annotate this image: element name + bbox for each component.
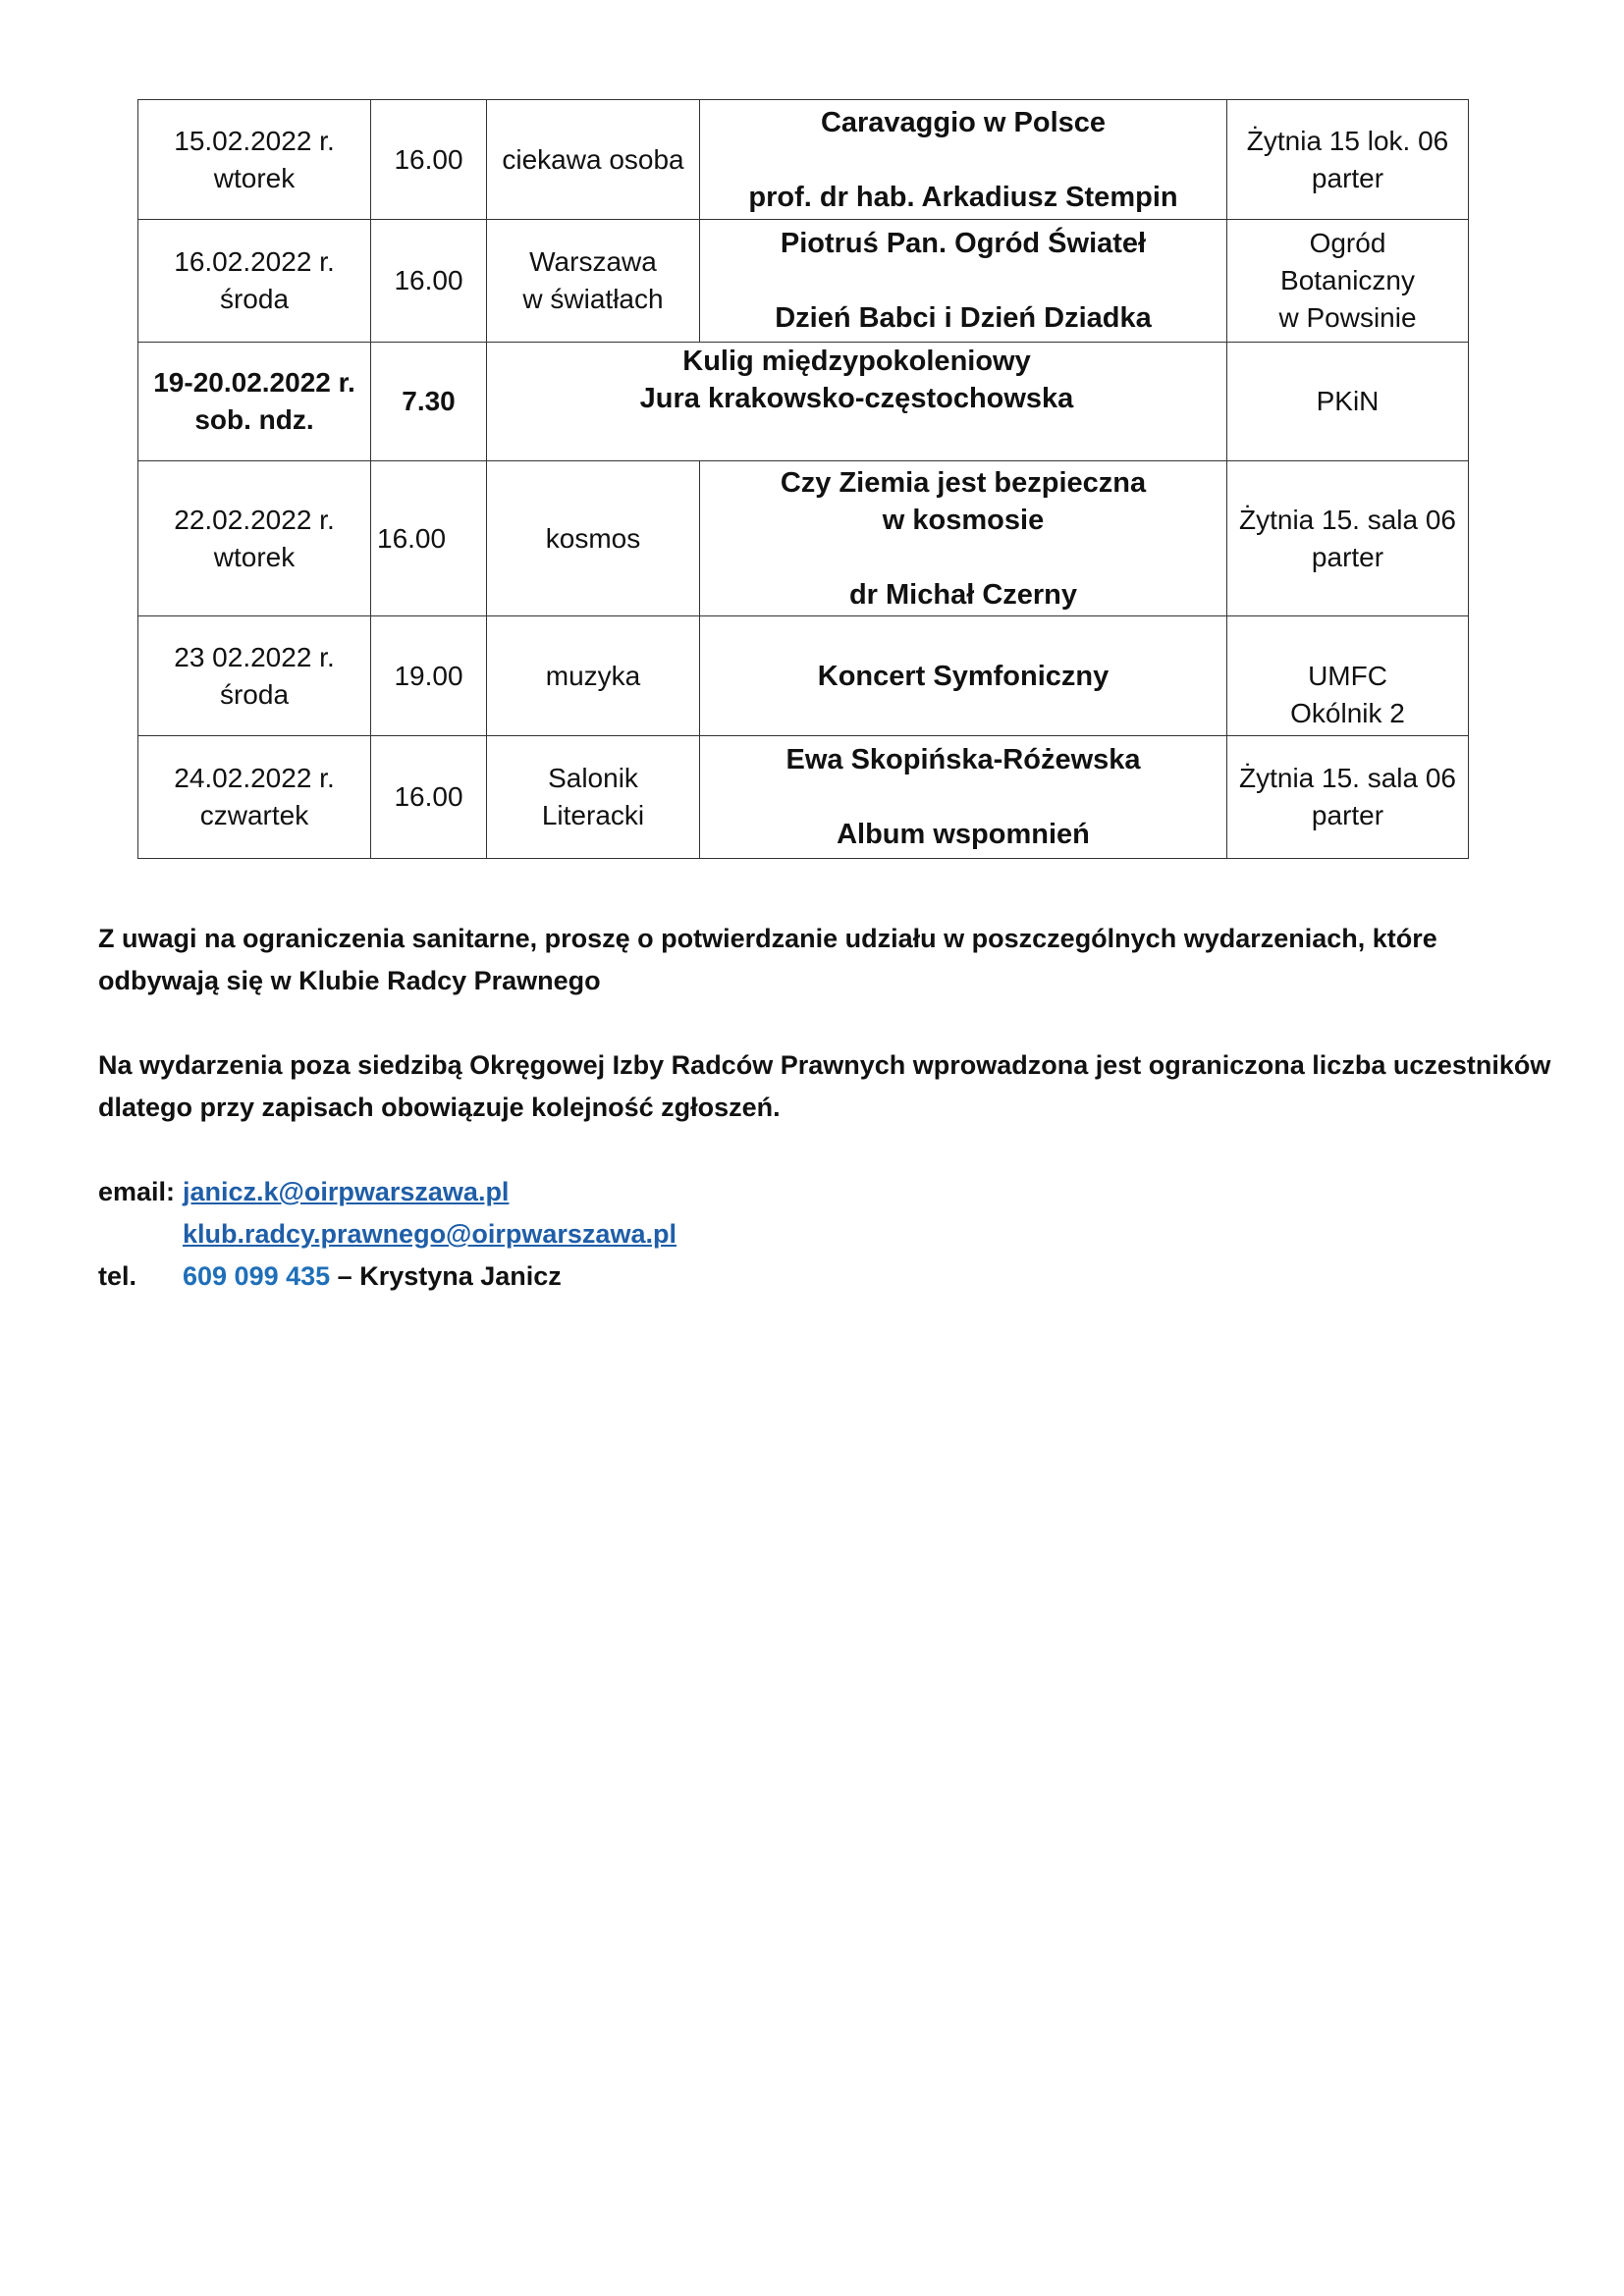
note-line: Na wydarzenia poza siedzibą Okręgowej Izby Radców Prawnych wprowadzona jest ograniczona liczba uczestników: [98, 1050, 1551, 1080]
event-title: Czy Ziemia jest bezpieczna: [780, 466, 1147, 499]
email-row: [98, 1171, 1551, 1213]
event-subtitle: dr Michał Czerny: [848, 578, 1078, 611]
category-cell: kosmos: [487, 461, 700, 616]
place-line: UMFC: [1308, 660, 1387, 691]
place-cell: [1227, 616, 1469, 736]
date-cell: [138, 100, 371, 220]
category-cell: muzyka: [487, 616, 700, 736]
place-line: parter: [1311, 162, 1384, 193]
event-date: 22.02.2022 r.: [174, 504, 335, 535]
tel-label: tel.: [98, 1261, 137, 1291]
place-cell: [1227, 736, 1469, 859]
table-row: [138, 100, 1469, 220]
event-subtitle: Dzień Babci i Dzień Dziadka: [775, 302, 1152, 334]
date-cell: [138, 343, 371, 461]
category-line: Warszawa: [529, 246, 657, 277]
email-label: email:: [98, 1177, 176, 1206]
email-link-janicz[interactable]: janicz.k@oirpwarszawa.pl: [183, 1177, 510, 1206]
table-row: [138, 220, 1469, 343]
place-line: w Powsinie: [1278, 302, 1417, 333]
place-line: Ogród: [1309, 228, 1386, 258]
event-date: 23 02.2022 r.: [174, 641, 335, 672]
event-day: sob. ndz.: [194, 404, 314, 435]
event-day: środa: [219, 678, 290, 710]
phone-row: [98, 1255, 1551, 1298]
place-line: Żytnia 15. sala 06: [1238, 504, 1457, 535]
place-line: Żytnia 15. sala 06: [1238, 763, 1457, 793]
time-cell: 16.00: [371, 100, 487, 220]
event-day: środa: [219, 284, 290, 314]
note-line: Z uwagi na ograniczenia sanitarne, proszę o potwierdzanie udziału w poszczególnych wydarzeniach, które: [98, 924, 1437, 953]
event-subtitle: Jura krakowsko-częstochowska: [639, 383, 1074, 414]
spacer: [98, 1213, 183, 1255]
capacity-note: [98, 1044, 1551, 1129]
place-cell: [1227, 220, 1469, 343]
time-cell: 16.00: [371, 220, 487, 343]
event-date: 24.02.2022 r.: [174, 763, 335, 793]
event-title: Piotruś Pan. Ogród Świateł: [780, 228, 1147, 259]
date-cell: [138, 220, 371, 343]
table-row: [138, 461, 1469, 616]
place-line: parter: [1311, 800, 1384, 830]
time-cell: 19.00: [371, 616, 487, 736]
event-title: Caravaggio w Polsce: [820, 106, 1107, 138]
event-date: 16.02.2022 r.: [174, 246, 335, 277]
title-cell: [700, 461, 1227, 616]
contact-block: [98, 1171, 1551, 1298]
notes-section: [98, 918, 1551, 1298]
contact-person: – Krystyna Janicz: [337, 1261, 562, 1291]
phone-number[interactable]: 609 099 435: [183, 1261, 331, 1291]
category-line: Salonik: [548, 763, 638, 793]
title-cell: [700, 736, 1227, 859]
title-cell: [487, 343, 1227, 461]
date-cell: [138, 616, 371, 736]
place-line: Okólnik 2: [1290, 697, 1405, 728]
category-line: w światłach: [522, 284, 664, 314]
table-row: [138, 616, 1469, 736]
schedule-table: [137, 99, 1469, 859]
email-link-klub[interactable]: klub.radcy.prawnego@oirpwarszawa.pl: [183, 1219, 677, 1249]
time-cell: 16.00: [371, 461, 487, 616]
date-cell: [138, 461, 371, 616]
email-row-2: [98, 1213, 1551, 1255]
title-cell: Koncert Symfoniczny: [700, 616, 1227, 736]
event-title: Ewa Skopińska-Różewska: [785, 744, 1141, 775]
title-cell: [700, 220, 1227, 343]
place-line: Żytnia 15 lok. 06: [1246, 125, 1449, 156]
event-title: Kulig międzypokoleniowy: [682, 346, 1031, 377]
title-cell: [700, 100, 1227, 220]
event-day: czwartek: [199, 800, 309, 830]
event-title-line2: w kosmosie: [882, 504, 1045, 536]
event-date: 15.02.2022 r.: [174, 125, 335, 156]
category-cell: [487, 220, 700, 343]
note-line: odbywają się w Klubie Radcy Prawnego: [98, 966, 601, 995]
event-subtitle: prof. dr hab. Arkadiusz Stempin: [748, 181, 1178, 213]
note-line: dlatego przy zapisach obowiązuje kolejność zgłoszeń.: [98, 1093, 781, 1122]
category-line: Literacki: [541, 800, 645, 830]
time-cell: 16.00: [371, 736, 487, 859]
category-cell: [487, 736, 700, 859]
event-date: 19-20.02.2022 r.: [153, 367, 355, 398]
place-cell: [1227, 461, 1469, 616]
place-line: parter: [1311, 541, 1384, 572]
place-line: Botaniczny: [1280, 265, 1415, 295]
table-row: [138, 343, 1469, 461]
event-day: wtorek: [213, 541, 296, 572]
date-cell: [138, 736, 371, 859]
event-subtitle: Album wspomnień: [837, 819, 1090, 850]
event-day: wtorek: [213, 162, 296, 193]
place-cell: [1227, 100, 1469, 220]
table-row: [138, 736, 1469, 859]
time-cell: 7.30: [371, 343, 487, 461]
sanitary-note: [98, 918, 1551, 1002]
category-cell: ciekawa osoba: [487, 100, 700, 220]
place-cell: PKiN: [1227, 343, 1469, 461]
